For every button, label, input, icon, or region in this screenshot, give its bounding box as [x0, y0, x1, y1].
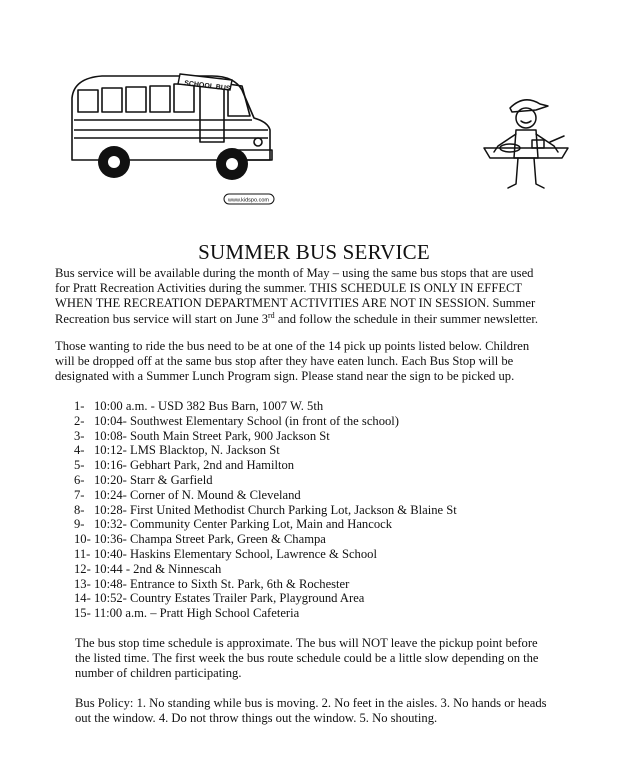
pickup-line: Those wanting to ride the bus need to be at one of the 14 pick up points listed below. Children — [55, 339, 530, 353]
stop-number: 1- — [74, 399, 85, 413]
stop-text: 10:28- First United Methodist Church Parking Lot, Jackson & Blaine St — [94, 502, 457, 517]
stop-text: 10:08- South Main Street Park, 900 Jackson St — [94, 428, 330, 443]
stop-text: 10:00 a.m. - USD 382 Bus Barn, 1007 W. 5th — [94, 399, 324, 413]
stop-number: 2- — [74, 413, 85, 428]
stop-text: 10:36- Champa Street Park, Green & Champa — [94, 532, 326, 547]
stop-text: 10:32- Community Center Parking Lot, Main and Hancock — [94, 517, 393, 532]
stop-number: 9- — [74, 517, 85, 532]
bus-watermark-text: www.kidspo.com — [228, 197, 269, 204]
stop-text: 10:44 - 2nd & Ninnescah — [94, 561, 222, 576]
stop-text: 10:16- Gebhart Park, 2nd and Hamilton — [94, 458, 295, 473]
stop-number: 4- — [74, 443, 85, 458]
intro-line: for Pratt Recreation Activities during the summer. THIS SCHEDULE IS ONLY IN EFFECT — [55, 281, 523, 296]
stop-text: 10:04- Southwest Elementary School (in front of the school) — [94, 413, 399, 428]
school-bus-illustration — [62, 68, 277, 208]
stop-number: 10- — [74, 532, 91, 547]
child-with-lunch-tray-illustration — [478, 92, 578, 197]
policy-line: Bus Policy: 1. No standing while bus is moving. 2. No feet in the aisles. 3. No hands or heads — [75, 696, 547, 710]
pickup-line: designated with a Summer Lunch Program sign. Please stand near the sign to be picked up. — [55, 369, 515, 384]
intro-line: Bus service will be available during the month of May – using the same bus stops that are used — [55, 266, 534, 280]
stop-number: 13- — [74, 576, 91, 591]
ordinal-suffix: rd — [268, 310, 275, 320]
intro-line-text: Recreation bus service will start on June 3 — [55, 311, 268, 326]
bus-policy-paragraph — [75, 696, 575, 726]
page-title: SUMMER BUS SERVICE — [198, 240, 430, 264]
stop-text: 10:12- LMS Blacktop, N. Jackson St — [94, 443, 280, 458]
intro-paragraph — [55, 266, 595, 327]
note-line: the listed time. The first week the bus route schedule could be a little slow depending on the — [75, 651, 539, 666]
intro-line-text: and follow the schedule in their summer newsletter. — [274, 311, 539, 326]
stop-number: 14- — [74, 591, 91, 606]
stop-number: 5- — [74, 458, 85, 473]
stop-number: 15- — [74, 606, 91, 621]
stop-number: 3- — [74, 428, 85, 443]
stop-text: 10:40- Haskins Elementary School, Lawrence & School — [94, 547, 377, 561]
bus-sign-text: SCHOOL BUS — [183, 80, 231, 93]
stop-text: 10:48- Entrance to Sixth St. Park, 6th & Rochester — [94, 576, 350, 591]
stop-number: 8- — [74, 502, 85, 517]
note-line: The bus stop time schedule is approximate. The bus will NOT leave the pickup point before — [75, 636, 538, 650]
stop-text: 10:52- Country Estates Trailer Park, Playground Area — [94, 591, 365, 606]
stop-number: 12- — [74, 561, 91, 576]
intro-line — [55, 312, 595, 327]
schedule-note-paragraph — [75, 636, 575, 682]
stop-number: 6- — [74, 473, 85, 487]
policy-line: out the window. 4. Do not throw things out the window. 5. No shouting. — [75, 711, 438, 726]
stop-text: 11:00 a.m. – Pratt High School Cafeteria — [94, 606, 300, 621]
pickup-line: will be dropped off at the same bus stop after they have eaten lunch. Each Bus Stop will be — [55, 354, 514, 369]
stop-text: 10:20- Starr & Garfield — [94, 473, 213, 487]
stop-number: 7- — [74, 487, 85, 502]
stop-number: 11- — [74, 547, 91, 561]
note-line: number of children participating. — [75, 666, 242, 681]
pickup-paragraph — [55, 339, 595, 385]
intro-line: WHEN THE RECREATION DEPARTMENT ACTIVITIES ARE NOT IN SESSION. Summer — [55, 296, 536, 311]
stop-text: 10:24- Corner of N. Mound & Cleveland — [94, 487, 301, 502]
